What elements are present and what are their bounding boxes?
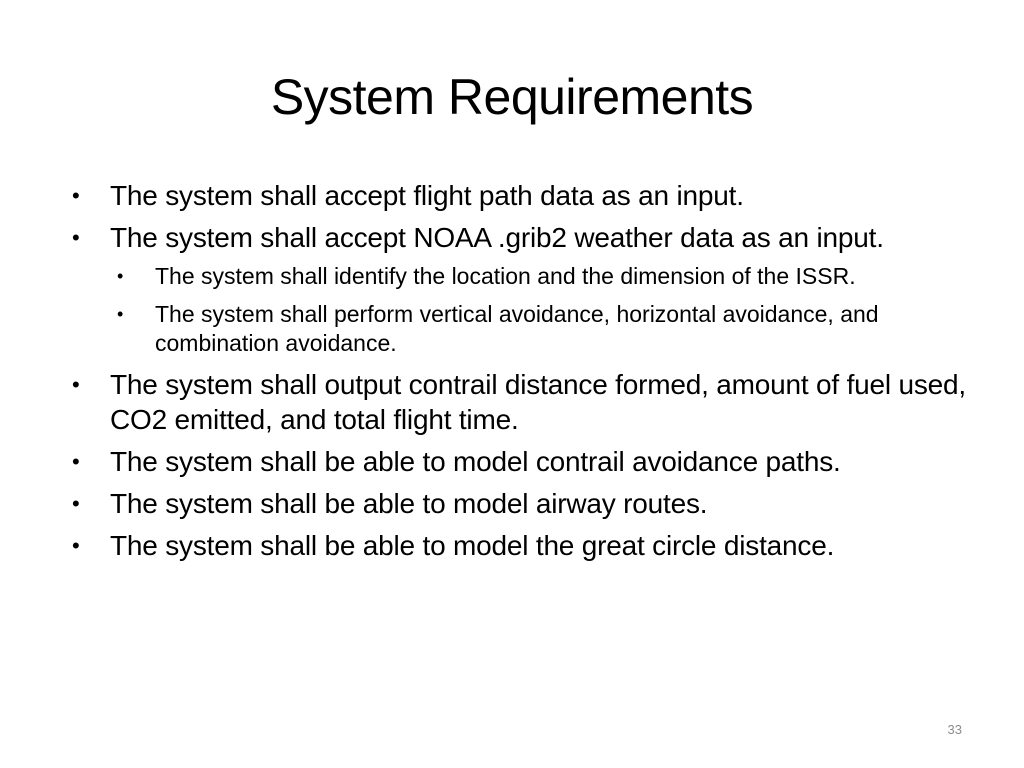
bullet-list [72,178,972,570]
bullet-icon: • [72,533,80,558]
bullet-item [72,486,972,521]
sub-bullet-text: The system shall identify the location and the dimension of the ISSR. [155,263,856,289]
bullet-text: The system shall be able to model airway routes. [110,488,708,519]
bullet-item [72,528,972,563]
bullet-icon: • [117,304,124,324]
bullet-text: The system shall output contrail distance formed, amount of fuel used, CO2 emitted, and total flight time. [110,369,967,435]
bullet-icon: • [72,183,80,208]
page-number: 33 [947,722,962,737]
bullet-text: The system shall be able to model the great circle distance. [110,530,835,561]
slide-title: System Requirements [270,69,754,125]
bullet-icon: • [117,266,124,286]
bullet-icon: • [72,491,80,516]
bullet-text: The system shall be able to model contrail avoidance paths. [110,446,841,477]
bullet-item [72,444,972,479]
bullet-text: The system shall accept NOAA .grib2 weather data as an input. [110,222,884,253]
bullet-icon: • [72,449,80,474]
bullet-item [72,178,972,213]
sub-bullet-item [117,262,972,291]
bullet-icon: • [72,225,80,250]
sub-bullet-item [117,300,972,358]
bullet-item [72,367,972,437]
bullet-text: The system shall accept flight path data as an input. [110,180,744,211]
bullet-item [72,220,972,255]
bullet-icon: • [72,372,80,397]
sub-bullet-text: The system shall perform vertical avoidance, horizontal avoidance, and combination avoidance. [155,301,879,356]
